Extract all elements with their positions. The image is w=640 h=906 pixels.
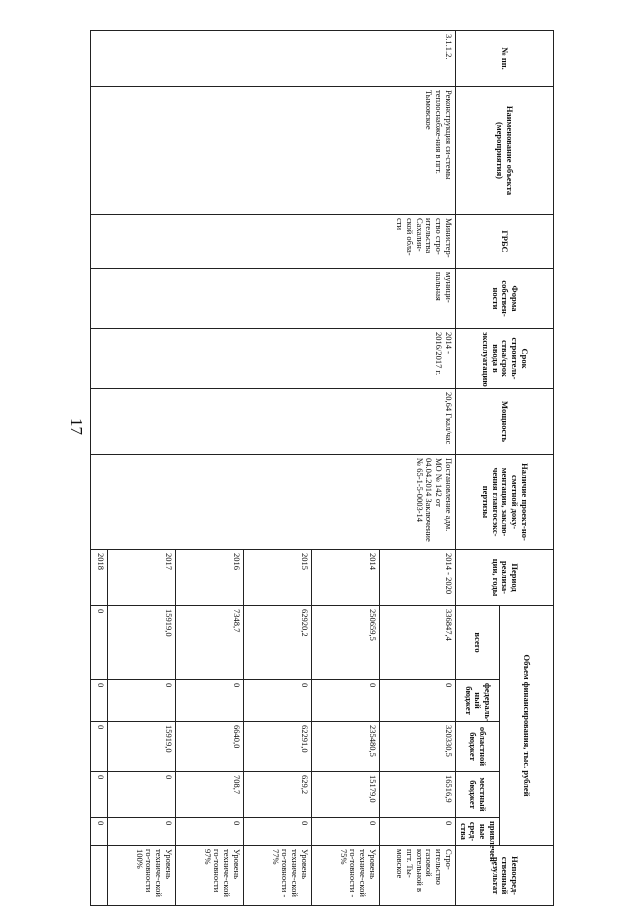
row-attracted: 0	[175, 818, 243, 846]
row-attracted: 0	[379, 818, 455, 846]
row-attracted: 0	[90, 818, 107, 846]
row-total: 0	[90, 606, 107, 680]
header-federal: федераль-ный бюджет	[455, 680, 499, 722]
row-attracted: 0	[311, 818, 379, 846]
header-grbs: ГРБС	[455, 215, 553, 269]
header-name: Наименование объекта (мероприятия)	[455, 87, 553, 215]
row-attracted: 0	[107, 818, 175, 846]
row-regional: 320330,5	[379, 722, 455, 772]
header-total: всего	[455, 606, 499, 680]
row-local: 0	[107, 772, 175, 818]
row-total: 62920,2	[243, 606, 311, 680]
row-period: 2018	[90, 550, 107, 606]
header-docs: Наличие проект-но-сметной доку-ментации, заклю-чения главгосэкс-пертизы	[455, 455, 553, 550]
table-sheet	[94, 30, 554, 898]
row-local: 15179,0	[311, 772, 379, 818]
row-federal: 0	[379, 680, 455, 722]
row-result: Стро-ительство газовой котельной в пгт. Ты-мовское	[379, 846, 455, 906]
row-local: 0	[90, 772, 107, 818]
item-name: Реконструкция си-стемы теплоснабже-ния в пгт. Тымовское	[90, 87, 455, 215]
header-funding: Объем финансирования, тыс. рублей	[500, 606, 554, 846]
row-federal: 0	[175, 680, 243, 722]
row-regional: 6640,0	[175, 722, 243, 772]
item-docs: Постановление адм. МО № 142 от 04.04.2014 Заключение № 65-1-5-0003-14	[90, 455, 455, 550]
row-federal: 0	[90, 680, 107, 722]
row-regional: 0	[90, 722, 107, 772]
header-ownership: Форма собствен-ности	[455, 269, 553, 329]
header-local: местный бюджет	[455, 772, 499, 818]
row-result: Уровень техниче-ской го-товности - 75%	[311, 846, 379, 906]
row-total: 250659,5	[311, 606, 379, 680]
item-capacity: 20,64 Гкал/час	[90, 389, 455, 455]
header-regional: областной бюджет	[455, 722, 499, 772]
row-regional: 15919,0	[107, 722, 175, 772]
row-federal: 0	[311, 680, 379, 722]
item-grbs: Министер-ство стро-ительства Сахалин-ской обла-сти	[90, 215, 455, 269]
item-term: 2014 - 2016/2017 г.	[90, 329, 455, 389]
row-period: 2016	[175, 550, 243, 606]
header-attracted: привлечен-ные сред-ства	[455, 818, 499, 846]
row-local: 629,2	[243, 772, 311, 818]
header-result: Непосред-ственный результат	[455, 846, 553, 906]
row-result: Уровень техниче-ской го-товности - 77%	[243, 846, 311, 906]
row-total: 336847,4	[379, 606, 455, 680]
header-capacity: Мощность	[455, 389, 553, 455]
row-total: 7348,7	[175, 606, 243, 680]
row-period: 2014	[311, 550, 379, 606]
header-row-1	[500, 31, 554, 906]
row-result	[90, 846, 107, 906]
row-total: 15919,0	[107, 606, 175, 680]
rotated-table-wrapper	[94, 30, 554, 898]
row-period: 2017	[107, 550, 175, 606]
row-regional: 62291,0	[243, 722, 311, 772]
row-result: Уровень техниче-ской го-товности 97%	[175, 846, 243, 906]
table-row	[379, 31, 455, 906]
row-local: 16516,9	[379, 772, 455, 818]
row-result: Уровень техниче-ской го-товности 100%	[107, 846, 175, 906]
row-federal: 0	[107, 680, 175, 722]
item-ownership: муници-пальная	[90, 269, 455, 329]
page-number: 17	[67, 418, 86, 435]
funding-table	[90, 30, 554, 906]
row-local: 708,7	[175, 772, 243, 818]
row-regional: 235480,5	[311, 722, 379, 772]
header-num: № пп.	[455, 31, 553, 87]
row-federal: 0	[243, 680, 311, 722]
row-period: 2015	[243, 550, 311, 606]
item-num: 3.1.1.2.	[90, 31, 455, 87]
header-period: Период реализа-ции, годы	[455, 550, 553, 606]
row-attracted: 0	[243, 818, 311, 846]
row-period: 2014 - 2020	[379, 550, 455, 606]
header-term: Срок строитель-ства/срок ввода в эксплуатацию	[455, 329, 553, 389]
